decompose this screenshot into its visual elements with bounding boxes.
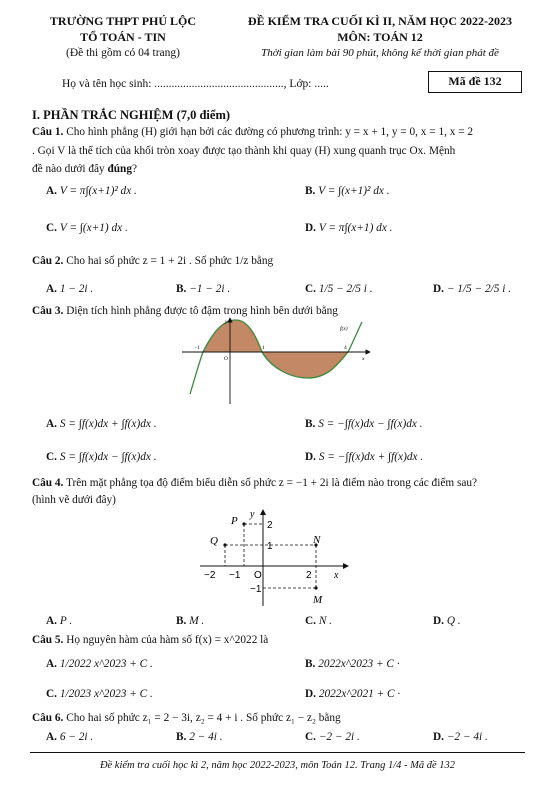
q1-option-d-text: V = π∫(x+1) dx . <box>318 222 393 234</box>
q2-option-a-text: 1 − 2i . <box>59 283 94 295</box>
q5-option-c-text: 1/2023 x^2023 + C . <box>59 688 153 700</box>
q4-option-d[interactable]: D. Q . <box>433 615 461 627</box>
q2-option-b-text: −1 − 2i . <box>189 283 231 295</box>
exam-title: ĐỀ KIỂM TRA CUỐI KÌ II, NĂM HỌC 2022-2023 <box>247 14 513 28</box>
q5-option-c[interactable]: C. 1/2023 x^2023 + C . <box>46 688 153 700</box>
time-note: Thời gian làm bài 90 phút, không kể thời gian phát đề <box>261 47 499 59</box>
q6-option-a-text: 6 − 2i . <box>59 731 94 743</box>
q3-option-a-text: S = ∫f(x)dx + ∫f(x)dx . <box>59 418 157 430</box>
axis-x-label: x <box>334 570 339 581</box>
q6-text: Cho hai số phức z₁ = 2 − 3i, z₂ = 4 + i . Số phức z₁ − z₂ bằng <box>66 712 341 724</box>
q3-option-d[interactable]: D. S = −∫f(x)dx + ∫f(x)dx . <box>305 451 424 463</box>
q2-option-a[interactable]: A. 1 − 2i . <box>46 283 94 295</box>
tick-x-neg1: −1 <box>229 570 241 581</box>
q4-option-c[interactable]: C. N . <box>305 615 332 627</box>
q5-option-a[interactable]: A. 1/2022 x^2023 + C . <box>46 658 153 670</box>
q1-question-mark: ? <box>131 163 137 175</box>
tick-y-2: 2 <box>267 520 273 531</box>
department-name: TỔ TOÁN - TIN <box>80 30 166 44</box>
q1-text-c <box>32 163 137 175</box>
q4-text: Trên mặt phẳng tọa độ điểm biểu diễn số phức z = −1 + 2i là điểm nào trong các điểm sau? <box>66 477 478 489</box>
q5-option-a-text: 1/2022 x^2023 + C . <box>59 658 153 670</box>
q2-option-d[interactable]: D. − 1/5 − 2/5 i . <box>433 283 512 295</box>
q6-option-a[interactable]: A. 6 − 2i . <box>46 731 94 743</box>
point-p-marker <box>242 522 245 525</box>
q5-option-d[interactable]: D. 2022x^2021 + C · <box>305 688 401 700</box>
graph-tick-4: 4 <box>344 345 347 351</box>
graph-tick-1: 1 <box>262 345 265 351</box>
q1-option-b[interactable]: B. V = ∫(x+1)² dx . <box>305 185 390 197</box>
q5-label: Câu 5. <box>32 634 64 646</box>
q2-label: Câu 2. <box>32 255 64 267</box>
q1-option-c-text: V = ∫(x+1) dx . <box>59 222 128 234</box>
q4-label: Câu 4. <box>32 477 64 489</box>
q1-option-b-text: V = ∫(x+1)² dx . <box>318 185 390 197</box>
point-m-marker <box>314 586 317 589</box>
q4-option-c-text: N . <box>318 615 332 627</box>
q2-option-d-text: − 1/5 − 2/5 i . <box>446 283 512 295</box>
question-6 <box>32 712 341 724</box>
q2-option-c[interactable]: C. 1/5 − 2/5 i . <box>305 283 373 295</box>
q3-text: Diện tích hình phẳng được tô đậm trong hình bên dưới bằng <box>66 305 338 317</box>
origin-label: O <box>254 570 262 581</box>
point-m-label: M <box>313 594 323 606</box>
q2-text: Cho hai số phức z = 1 + 2i . Số phức 1/z bằng <box>66 255 274 267</box>
question-2 <box>32 255 273 267</box>
point-n-label: N <box>313 534 321 546</box>
q1-option-a-text: V = π∫(x+1)² dx . <box>59 185 137 197</box>
q5-option-b[interactable]: B. 2022x^2023 + C · <box>305 658 400 670</box>
exam-code-box: Mã đề 132 <box>428 71 522 93</box>
question-5 <box>32 634 268 646</box>
q3-area-graph <box>178 316 374 406</box>
page-footer: Đề kiểm tra cuối học kì 2, năm học 2022-2023, môn Toán 12. Trang 1/4 - Mã đề 132 <box>99 760 456 771</box>
q1-option-d[interactable]: D. V = π∫(x+1) dx . <box>305 222 393 234</box>
q4-text-2: (hình vẽ dưới đây) <box>32 494 116 506</box>
q6-option-c[interactable]: C. −2 − 2i . <box>305 731 360 743</box>
q5-option-b-text: 2022x^2023 + C · <box>318 658 400 670</box>
q1-text-c-1: đề nào dưới đây <box>32 163 105 175</box>
q3-option-d-text: S = −∫f(x)dx + ∫f(x)dx . <box>318 451 424 463</box>
q6-option-b[interactable]: B. 2 − 4i . <box>176 731 223 743</box>
q1-label: Câu 1. <box>32 126 64 138</box>
q1-emphasis: đúng <box>107 163 132 175</box>
axis-y-label: y <box>250 509 255 520</box>
q3-option-a[interactable]: A. S = ∫f(x)dx + ∫f(x)dx . <box>46 418 157 430</box>
q6-option-d[interactable]: D. −2 − 4i . <box>433 731 488 743</box>
q5-option-d-text: 2022x^2021 + C · <box>318 688 401 700</box>
q6-option-c-text: −2 − 2i . <box>318 731 360 743</box>
q6-label: Câu 6. <box>32 712 64 724</box>
student-info-line: Họ và tên học sinh: ............................................., Lớp: ..... <box>62 78 329 90</box>
q4-option-a-text: P . <box>59 615 73 627</box>
q4-option-b-text: M . <box>189 615 205 627</box>
q6-option-d-text: −2 − 4i . <box>446 731 488 743</box>
q1-text-a: Cho hình phẳng (H) giới hạn bởi các đường có phương trình: y = x + 1, y = 0, x = 1, x = 2 <box>66 126 474 138</box>
shaded-region-right <box>262 352 348 378</box>
q4-option-b[interactable]: B. M . <box>176 615 205 627</box>
q3-option-c[interactable]: C. S = ∫f(x)dx − ∫f(x)dx . <box>46 451 157 463</box>
footer-divider <box>30 752 525 753</box>
tick-x-neg2: −2 <box>204 570 216 581</box>
graph-tick-neg1: −1 <box>194 345 200 351</box>
q4-option-a[interactable]: A. P . <box>46 615 73 627</box>
q1-text-b: . Gọi V là thể tích của khối tròn xoay được tạo thành khi quay (H) xung quanh trục Ox. Mệnh <box>32 145 456 157</box>
q2-option-b[interactable]: B. −1 − 2i . <box>176 283 231 295</box>
question-4 <box>32 477 477 489</box>
subject-title: MÔN: TOÁN 12 <box>337 30 423 44</box>
section-title: I. PHẦN TRẮC NGHIỆM (7,0 điểm) <box>32 108 231 122</box>
q1-option-c[interactable]: C. V = ∫(x+1) dx . <box>46 222 128 234</box>
graph-origin: O <box>224 356 228 362</box>
q5-text: Họ nguyên hàm của hàm số f(x) = x^2022 là <box>66 634 269 646</box>
q3-label: Câu 3. <box>32 305 64 317</box>
pages-note: (Đề thi gồm có 04 trang) <box>65 47 180 59</box>
q3-option-c-text: S = ∫f(x)dx − ∫f(x)dx . <box>59 451 157 463</box>
point-q-label: Q <box>210 535 218 547</box>
q2-option-c-text: 1/5 − 2/5 i . <box>318 283 373 295</box>
graph-y-label: y <box>225 319 228 325</box>
graph-x-label: x <box>362 356 365 362</box>
q1-option-a[interactable]: A. V = π∫(x+1)² dx . <box>46 185 137 197</box>
tick-y-neg1: −1 <box>250 584 262 595</box>
point-p-label: P <box>231 515 238 527</box>
point-q-marker <box>223 543 226 546</box>
graph-fx-label: f(x) <box>340 326 348 332</box>
q4-complex-plane <box>196 506 356 610</box>
q3-option-b[interactable]: B. S = −∫f(x)dx − ∫f(x)dx . <box>305 418 423 430</box>
q3-option-b-text: S = −∫f(x)dx − ∫f(x)dx . <box>318 418 423 430</box>
school-name: TRƯỜNG THPT PHÚ LỘC <box>49 14 197 28</box>
q4-option-d-text: Q . <box>446 615 461 627</box>
tick-y-1: 1 <box>267 541 273 552</box>
question-1 <box>32 126 473 138</box>
q6-option-b-text: 2 − 4i . <box>189 731 223 743</box>
tick-x-2: 2 <box>306 570 312 581</box>
